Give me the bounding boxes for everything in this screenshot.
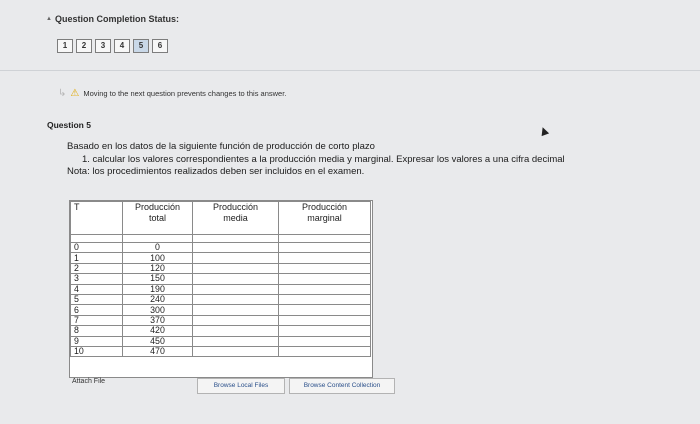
cell-produccion-total: 240 [123,294,193,304]
cell-t: 1 [71,253,123,263]
return-arrow-icon: ↳ [58,88,67,99]
cell-produccion-total: 470 [123,346,193,356]
cell-produccion-media[interactable] [193,315,279,325]
question-navigator [57,39,168,53]
question-nav-4[interactable]: 4 [114,39,130,53]
table-row [71,274,371,284]
completion-status-label: Question Completion Status: [54,14,179,24]
question-nav-3[interactable]: 3 [95,39,111,53]
header-produccion-marginal: Producción marginal [279,202,371,235]
table-row [71,243,371,253]
cell-produccion-total: 370 [123,315,193,325]
table-row [71,346,371,356]
cell-t: 5 [71,294,123,304]
warning-text: Moving to the next question prevents changes to this answer. [83,89,287,98]
table-row [71,315,371,325]
cell-produccion-total: 190 [123,284,193,294]
cell-produccion-marginal[interactable] [279,336,371,346]
question-nav-6[interactable]: 6 [152,39,168,53]
question-line-2: 1. calcular los valores correspondientes a la producción media y marginal. Expresar los valores a una cifra decimal [82,153,565,165]
cell-t: 0 [71,243,123,253]
cell-t: 9 [71,336,123,346]
cell-produccion-marginal[interactable] [279,263,371,273]
cell-produccion-total: 0 [123,243,193,253]
question-title: Question 5 [47,120,91,130]
question-line-1: Basado en los datos de la siguiente función de producción de corto plazo [67,141,375,152]
cell-produccion-media[interactable] [193,284,279,294]
browse-content-collection-button[interactable]: Browse Content Collection [289,378,395,394]
cell-t: 4 [71,284,123,294]
cell-produccion-media[interactable] [193,305,279,315]
header-produccion-media: Producción media [193,202,279,235]
cell-t: 7 [71,315,123,325]
cell-produccion-marginal[interactable] [279,253,371,263]
cell-t: 8 [71,326,123,336]
divider [0,70,700,71]
collapse-arrow-icon[interactable]: ▲ [46,16,52,22]
browse-local-files-button[interactable]: Browse Local Files [197,378,285,394]
cell-produccion-media[interactable] [193,243,279,253]
table-row [71,336,371,346]
cell-produccion-media[interactable] [193,346,279,356]
cell-produccion-marginal[interactable] [279,274,371,284]
cell-produccion-media[interactable] [193,326,279,336]
header-t: T [71,202,123,235]
cell-produccion-total: 450 [123,336,193,346]
question-line-3: Nota: los procedimientos realizados deben ser incluidos en el examen. [67,166,365,177]
cell-produccion-marginal[interactable] [279,243,371,253]
table-row [71,305,371,315]
mouse-cursor-icon [539,126,549,136]
cell-t: 3 [71,274,123,284]
table-row [71,263,371,273]
cell-produccion-total: 300 [123,305,193,315]
table-row [71,284,371,294]
cell-produccion-marginal[interactable] [279,294,371,304]
cell-produccion-marginal[interactable] [279,315,371,325]
question-nav-2[interactable]: 2 [76,39,92,53]
cell-t: 2 [71,263,123,273]
question-nav-1[interactable]: 1 [57,39,73,53]
table-row [71,326,371,336]
cell-produccion-media[interactable] [193,294,279,304]
production-table [70,201,371,357]
cell-t: 10 [71,346,123,356]
cell-t: 6 [71,305,123,315]
table-row [71,253,371,263]
cell-produccion-total: 100 [123,253,193,263]
cell-produccion-media[interactable] [193,274,279,284]
cell-produccion-total: 420 [123,326,193,336]
cell-produccion-media[interactable] [193,336,279,346]
cell-produccion-marginal[interactable] [279,326,371,336]
navigation-warning [58,88,286,99]
cell-produccion-media[interactable] [193,253,279,263]
question-nav-5[interactable]: 5 [133,39,149,53]
table-row [71,294,371,304]
cell-produccion-marginal[interactable] [279,305,371,315]
completion-status [46,14,179,24]
cell-produccion-marginal[interactable] [279,346,371,356]
cell-produccion-total: 120 [123,263,193,273]
table-spacer-row [71,235,371,243]
cell-produccion-marginal[interactable] [279,284,371,294]
warning-icon: ⚠ [70,88,80,99]
question-body [67,141,667,179]
cell-produccion-media[interactable] [193,263,279,273]
header-produccion-total: Producción total [123,202,193,235]
production-table-panel [69,200,373,378]
attach-file-label: Attach File [72,378,106,385]
cell-produccion-total: 150 [123,274,193,284]
